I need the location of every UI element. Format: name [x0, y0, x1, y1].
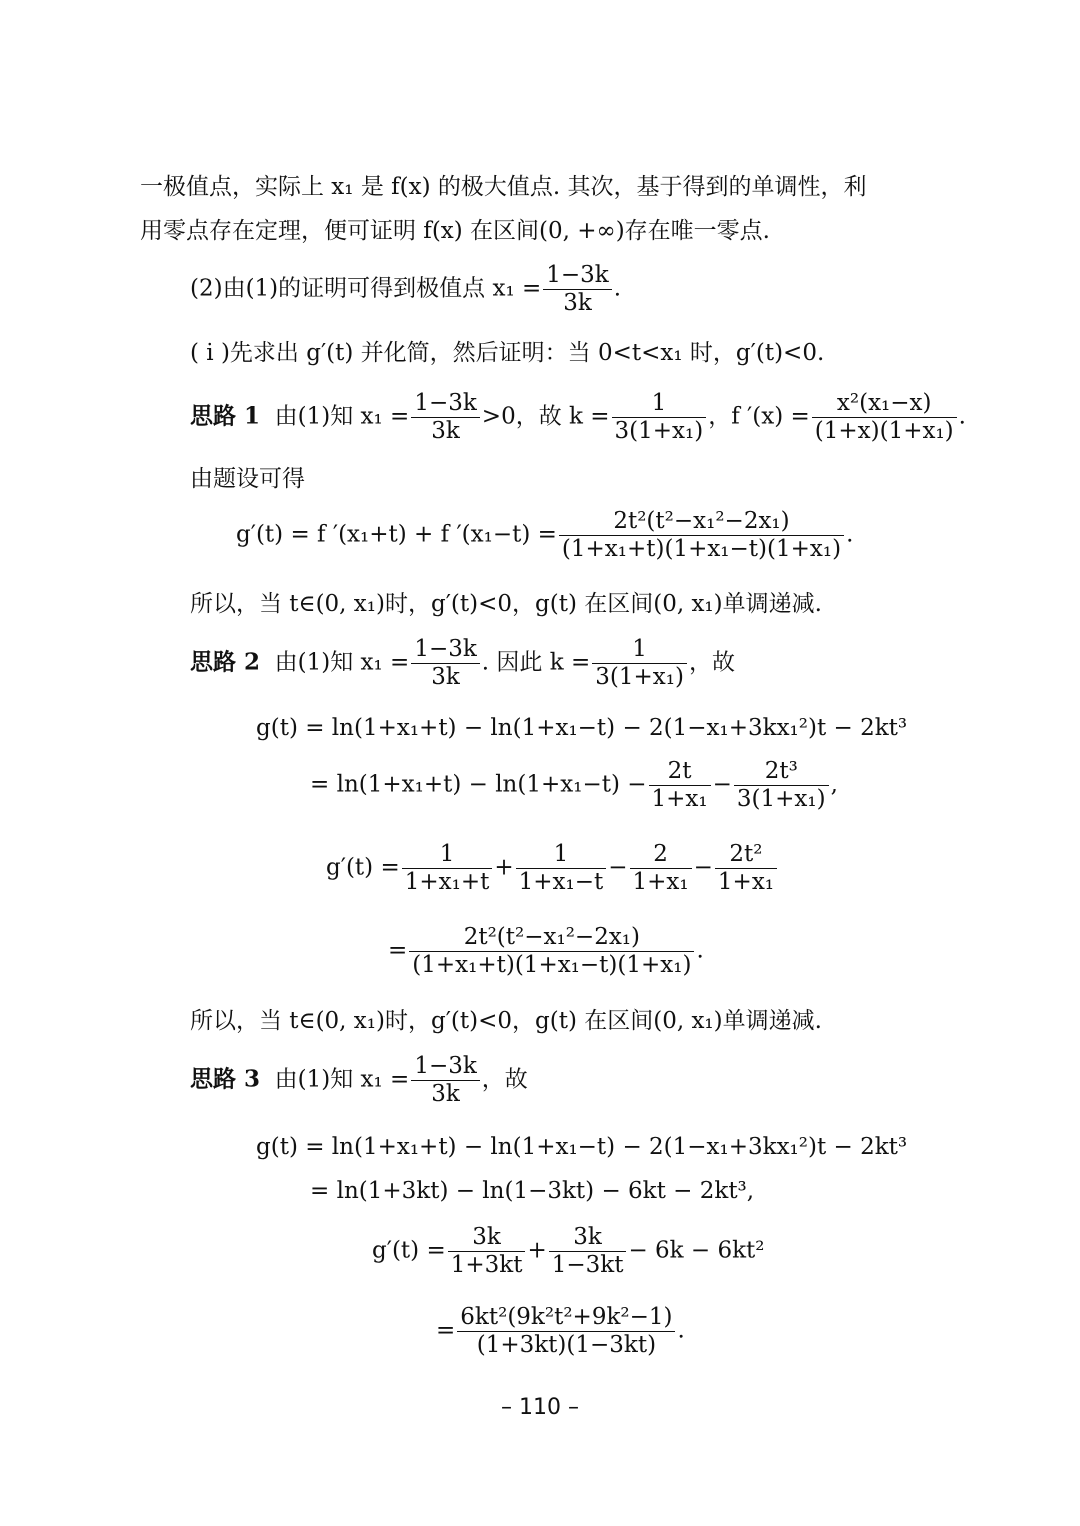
fraction — [411, 392, 479, 443]
text: >0，故 k = — [481, 403, 610, 430]
numerator: 2t³ — [764, 758, 798, 784]
fraction — [592, 638, 687, 689]
text-line: 由题设可得 — [190, 466, 305, 492]
text: − — [608, 854, 628, 881]
equation-line — [436, 1306, 685, 1357]
numerator: 2t²(t²−x₁²−2x₁) — [463, 924, 640, 950]
text: + — [527, 1237, 547, 1264]
text: − 6k − 6kt² — [628, 1237, 765, 1264]
denominator: 3k — [411, 663, 479, 689]
equation-line — [388, 926, 704, 977]
text-line: 一极值点，实际上 x₁ 是 f(x) 的极大值点. 其次，基于得到的单调性，利 — [140, 174, 867, 200]
fraction — [516, 843, 607, 894]
fraction — [612, 392, 707, 443]
text: = — [388, 937, 408, 964]
text-line: 所以，当 t∈(0, x₁)时，g′(t)<0，g(t) 在区间(0, x₁)单调递减. — [190, 591, 822, 617]
numerator: 2t — [667, 758, 692, 784]
method-label: 思路 3 — [190, 1065, 261, 1093]
text: = ln(1+x₁+t) − ln(1+x₁−t) − — [310, 771, 647, 798]
denominator: 1+x₁ — [649, 785, 711, 811]
text: g′(t) = — [326, 854, 400, 881]
denominator: 1−3kt — [549, 1251, 627, 1277]
text: 由(1)知 x₁ = — [274, 1066, 410, 1093]
numerator: 1 — [439, 841, 455, 867]
text-line — [190, 264, 621, 315]
text: 由(1)知 x₁ = — [274, 649, 410, 676]
text: ，故 — [481, 1066, 528, 1093]
fraction — [411, 638, 479, 689]
fraction — [448, 1226, 526, 1277]
fraction — [630, 843, 692, 894]
text: . — [677, 1317, 685, 1344]
text: 由(1)知 x₁ = — [274, 403, 410, 430]
text: g′(t) = f ′(x₁+t) + f ′(x₁−t) = — [236, 521, 557, 548]
numerator: 1−3k — [414, 1053, 477, 1079]
numerator: 3k — [573, 1224, 602, 1250]
text: . — [696, 937, 704, 964]
numerator: 1−3k — [414, 390, 477, 416]
fraction — [715, 843, 777, 894]
text: . — [958, 403, 966, 430]
numerator: 1 — [632, 636, 647, 662]
denominator: 3k — [411, 1080, 479, 1106]
denominator: 3(1+x₁) — [592, 663, 687, 689]
fraction — [549, 1226, 627, 1277]
denominator: (1+x₁+t)(1+x₁−t)(1+x₁) — [559, 535, 844, 561]
equation-line — [326, 843, 779, 894]
method-label: 思路 2 — [190, 648, 261, 676]
denominator: (1+3kt)(1−3kt) — [457, 1331, 675, 1357]
text: = — [436, 1317, 456, 1344]
numerator: 1−3k — [414, 636, 477, 662]
fraction — [402, 843, 493, 894]
fraction — [543, 264, 611, 315]
numerator: 6kt²(9k²t²+9k²−1) — [460, 1304, 673, 1330]
page-number: – 110 – — [501, 1395, 579, 1420]
fraction — [409, 926, 694, 977]
equation-line — [310, 760, 838, 811]
numerator: 1 — [651, 390, 667, 416]
equation-line: g(t) = ln(1+x₁+t) − ln(1+x₁−t) − 2(1−x₁+3kx₁²)t − 2kt³ — [256, 715, 908, 741]
text: (2)由(1)的证明可得到极值点 x₁ = — [190, 275, 542, 302]
fraction — [559, 510, 844, 561]
text-line — [190, 638, 735, 689]
text-line — [190, 1055, 528, 1106]
fraction — [457, 1306, 675, 1357]
text-line: 用零点存在定理，便可证明 f(x) 在区间(0, +∞)存在唯一零点. — [140, 218, 770, 244]
text: + — [494, 854, 514, 881]
text-line — [190, 392, 966, 443]
denominator: 3(1+x₁) — [612, 417, 707, 443]
text: − — [693, 854, 713, 881]
text-line: 所以，当 t∈(0, x₁)时，g′(t)<0，g(t) 在区间(0, x₁)单调递减. — [190, 1008, 822, 1034]
text: ，f ′(x) = — [708, 403, 810, 430]
denominator: 1+x₁−t — [516, 868, 607, 894]
denominator: 3(1+x₁) — [734, 785, 829, 811]
fraction — [411, 1055, 479, 1106]
text: − — [712, 771, 732, 798]
numerator: 2 — [653, 841, 668, 867]
denominator: (1+x₁+t)(1+x₁−t)(1+x₁) — [409, 951, 694, 977]
numerator: 3k — [472, 1224, 501, 1250]
text: ，故 — [688, 649, 735, 676]
equation-line: g(t) = ln(1+x₁+t) − ln(1+x₁−t) − 2(1−x₁+3kx₁²)t − 2kt³ — [256, 1134, 908, 1160]
text: . 因此 k = — [481, 649, 591, 676]
denominator: 3k — [411, 417, 479, 443]
denominator: 1+x₁ — [630, 868, 692, 894]
method-label: 思路 1 — [190, 402, 261, 430]
equation-line — [236, 510, 853, 561]
fraction — [649, 760, 711, 811]
denominator: 1+3kt — [448, 1251, 526, 1277]
text: , — [830, 771, 838, 798]
numerator: 1 — [553, 841, 569, 867]
denominator: 3k — [543, 289, 611, 315]
numerator: 2t²(t²−x₁²−2x₁) — [613, 508, 790, 534]
numerator: 1−3k — [546, 262, 609, 288]
denominator: (1+x)(1+x₁) — [812, 417, 957, 443]
numerator: x²(x₁−x) — [836, 390, 932, 416]
denominator: 1+x₁+t — [402, 868, 493, 894]
text-line: ( i )先求出 g′(t) 并化简，然后证明：当 0<t<x₁ 时，g′(t)<0. — [190, 340, 825, 366]
equation-line: = ln(1+3kt) − ln(1−3kt) − 6kt − 2kt³, — [310, 1178, 755, 1204]
equation-line — [372, 1226, 765, 1277]
text: g′(t) = — [372, 1237, 446, 1264]
text: . — [613, 275, 622, 302]
fraction — [734, 760, 829, 811]
text: . — [846, 521, 854, 548]
numerator: 2t² — [729, 841, 763, 867]
denominator: 1+x₁ — [715, 868, 777, 894]
fraction — [812, 392, 957, 443]
